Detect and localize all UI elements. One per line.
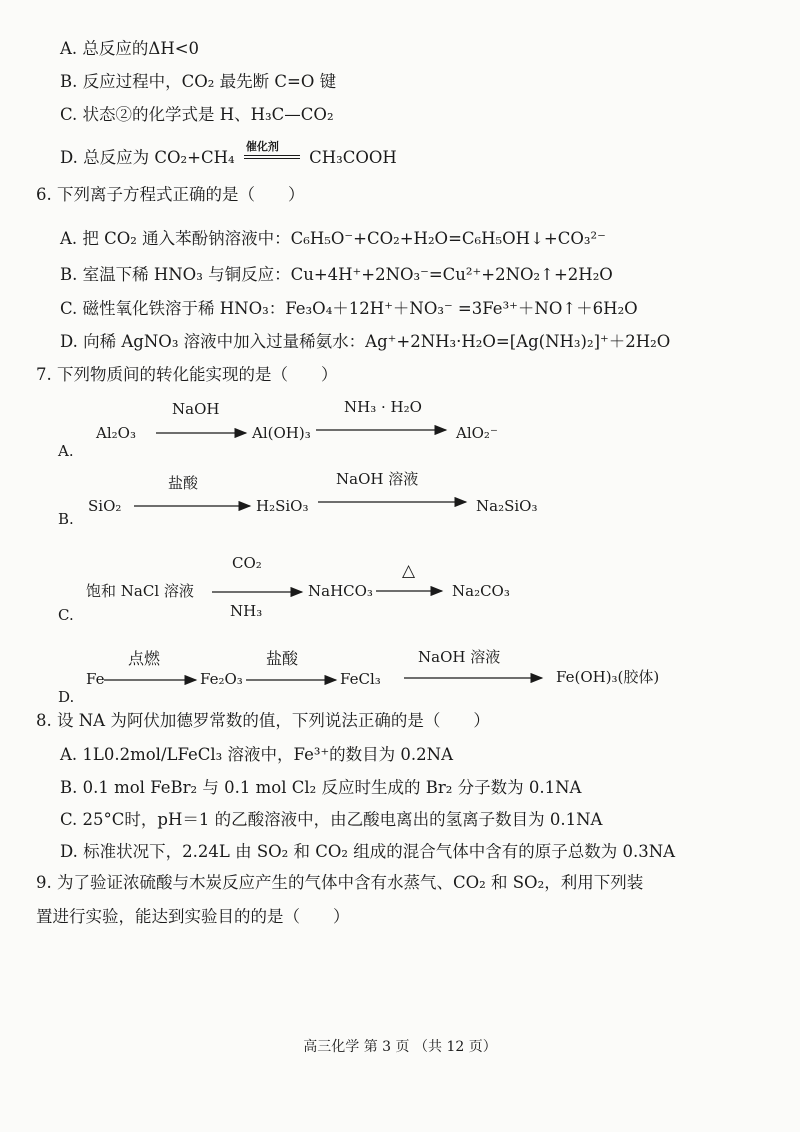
- q8-option-d: D. 标准状况下，2.24L 由 SO₂ 和 CO₂ 组成的混合气体中含有的原子总数为 0.3NA: [60, 842, 676, 861]
- q7-c-s1: 饱和 NaCl 溶液: [86, 582, 194, 600]
- q7-a-s2: Al(OH)₃: [252, 424, 311, 442]
- q7-b-r2: NaOH 溶液: [336, 470, 419, 488]
- q7-a-label: A.: [58, 442, 74, 460]
- q6-option-d: D. 向稀 AgNO₃ 溶液中加入过量稀氨水：Ag⁺+2NH₃·H₂O=[Ag(NH₃)₂]⁺＋2H₂O: [60, 332, 671, 351]
- q7-a-s1: Al₂O₃: [96, 424, 136, 442]
- q7-b-r1: 盐酸: [168, 474, 199, 492]
- q7-b-label: B.: [58, 510, 74, 528]
- q7-a-r1: NaOH: [172, 400, 220, 418]
- q7-d-label: D.: [58, 688, 75, 706]
- q7-c-r1-bottom: NH₃: [230, 602, 263, 620]
- catalyst-label: 催化剂: [245, 139, 279, 153]
- q7-d-s2: Fe₂O₃: [200, 670, 243, 688]
- q8-option-b: B. 0.1 mol FeBr₂ 与 0.1 mol Cl₂ 反应时生成的 Br₂ 分子数为 0.1NA: [60, 778, 582, 797]
- q5-option-d-right: CH₃COOH: [309, 148, 397, 167]
- q7-c-r1-top: CO₂: [232, 554, 262, 572]
- q7-d-s3: FeCl₃: [340, 670, 381, 688]
- q8-option-c: C. 25°C时，pH＝1 的乙酸溶液中，由乙酸电离出的氢离子数目为 0.1NA: [60, 810, 603, 829]
- q6-option-b: B. 室温下稀 HNO₃ 与铜反应：Cu+4H⁺+2NO₃⁻=Cu²⁺+2NO₂↑+2H₂O: [60, 265, 613, 284]
- q7-c-s3: Na₂CO₃: [452, 582, 510, 600]
- q7-a-r2: NH₃ · H₂O: [344, 398, 422, 416]
- q5-option-b: B. 反应过程中，CO₂ 最先断 C=O 键: [60, 72, 337, 91]
- q7-d-r1: 点燃: [128, 649, 161, 668]
- q7-a-s3: AlO₂⁻: [456, 424, 498, 442]
- q6-option-a: A. 把 CO₂ 通入苯酚钠溶液中：C₆H₅O⁻+CO₂+H₂O=C₆H₅OH↓+CO₃²⁻: [60, 229, 606, 248]
- q5-option-a: A. 总反应的ΔH<0: [60, 39, 200, 58]
- q6-stem: 6. 下列离子方程式正确的是（ ）: [36, 185, 305, 204]
- q9-stem-line-1: 9. 为了验证浓硫酸与木炭反应产生的气体中含有水蒸气、CO₂ 和 SO₂，利用下列装: [36, 873, 644, 892]
- q5-option-d-left: D. 总反应为 CO₂+CH₄: [60, 148, 235, 167]
- q7-d-s4: Fe(OH)₃(胶体): [556, 668, 660, 686]
- q7-b-s3: Na₂SiO₃: [476, 497, 538, 515]
- q7-d-r3: NaOH 溶液: [418, 648, 501, 666]
- q7-c-label: C.: [58, 606, 74, 624]
- q8-stem: 8. 设 NA 为阿伏加德罗常数的值，下列说法正确的是（ ）: [36, 711, 490, 730]
- q7-d-s1: Fe: [86, 670, 105, 688]
- q7-b-s2: H₂SiO₃: [256, 497, 309, 515]
- q7-stem: 7. 下列物质间的转化能实现的是（ ）: [36, 365, 338, 384]
- q7-b-s1: SiO₂: [88, 497, 122, 515]
- q9-stem-line-2: 置进行实验，能达到实验目的的是（ ）: [36, 907, 350, 926]
- q7-d-r2: 盐酸: [266, 649, 299, 668]
- q7-c-r2: △: [402, 561, 416, 581]
- page-footer: 高三化学 第 3 页 （共 12 页）: [303, 1039, 497, 1055]
- q6-option-c: C. 磁性氧化铁溶于稀 HNO₃：Fe₃O₄＋12H⁺＋NO₃⁻ =3Fe³⁺＋NO↑＋6H₂O: [60, 299, 638, 318]
- q5-option-c: C. 状态②的化学式是 H、H₃C—CO₂: [60, 105, 334, 124]
- q7-c-s2: NaHCO₃: [308, 582, 373, 600]
- q8-option-a: A. 1L0.2mol/LFeCl₃ 溶液中，Fe³⁺的数目为 0.2NA: [60, 745, 454, 764]
